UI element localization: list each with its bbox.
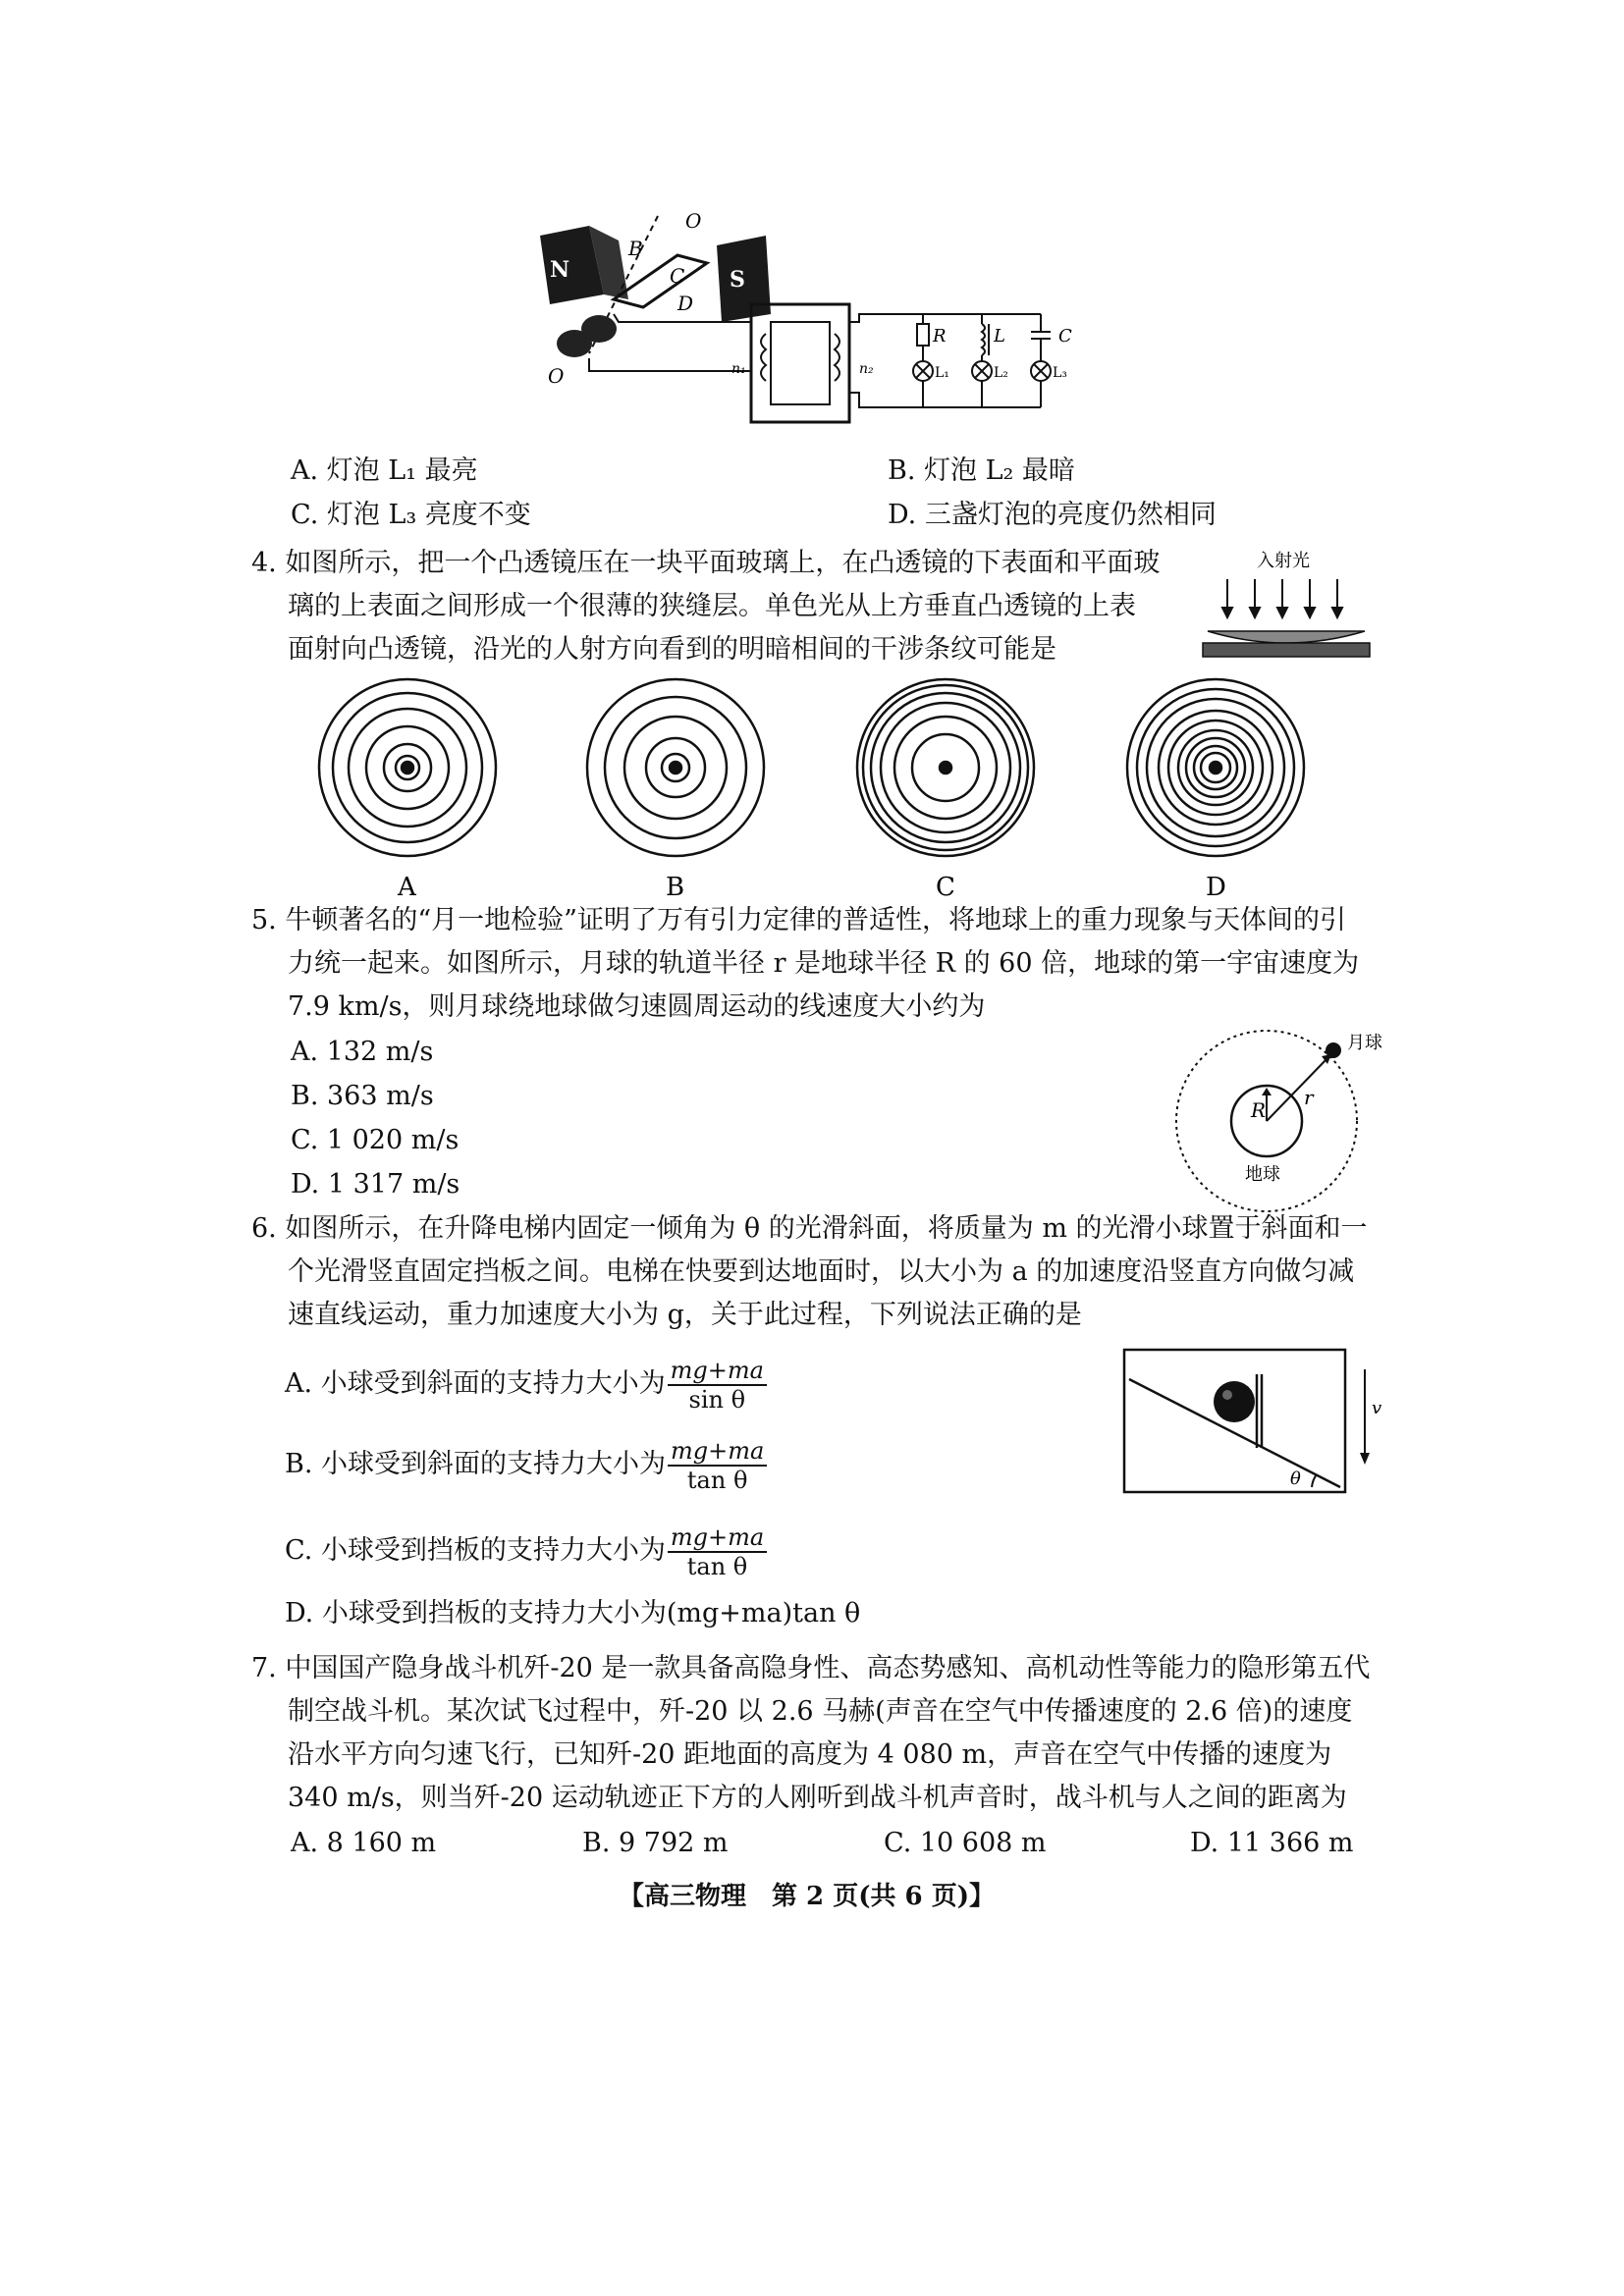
q6-line-3: 速直线运动，重力加速度大小为 g，关于此过程，下列说法正确的是 [288, 1300, 1082, 1330]
q6-option-c-num: mg+ma [668, 1523, 767, 1553]
moon-label: 月球 [1347, 1033, 1382, 1053]
label-r-moon: r [1304, 1086, 1314, 1109]
q7-option-a: A. 8 160 m [291, 1828, 437, 1858]
q4-line-2: 璃的上表面之间形成一个很薄的狭缝层。单色光从上方垂直凸透镜的上表 [288, 591, 1136, 621]
q6-option-d: D. 小球受到挡板的支持力大小为(mg+ma)tan θ [285, 1598, 861, 1629]
fringe-a [319, 679, 496, 856]
q6-line-1: 6. 如图所示，在升降电梯内固定一倾角为 θ 的光滑斜面，将质量为 m 的光滑小球置于斜面和一 [251, 1213, 1368, 1244]
convex-lens [1208, 631, 1365, 643]
q6-option-a-text: A. 小球受到斜面的支持力大小为 [285, 1368, 666, 1399]
fringe-label-b: B [666, 873, 685, 902]
q5-option-b: B. 363 m/s [291, 1081, 434, 1111]
q5-option-d: D. 1 317 m/s [291, 1169, 460, 1200]
fringe-d [1127, 679, 1304, 856]
moon [1326, 1042, 1341, 1058]
resistor-r [917, 324, 929, 346]
q5-line-1: 5. 牛顿著名的“月一地检验”证明了万有引力定律的普适性，将地球上的重力现象与天体间的引 [251, 905, 1346, 935]
q6-option-a-num: mg+ma [668, 1357, 767, 1386]
label-n: N [550, 257, 570, 283]
q5-option-c: C. 1 020 m/s [291, 1125, 460, 1155]
q7-option-c: C. 10 608 m [884, 1828, 1047, 1858]
q6-line-2: 个光滑竖直固定挡板之间。电梯在快要到达地面时，以大小为 a 的加速度沿竖直方向做匀减 [288, 1256, 1355, 1287]
label-d: D [677, 292, 694, 315]
label-o-top: O [685, 209, 702, 233]
q6-option-a-den: sin θ [688, 1385, 746, 1414]
q7-line-3: 沿水平方向匀速飞行，已知歼-20 距地面的高度为 4 080 m，声音在空气中传播的速度为 [288, 1739, 1332, 1770]
incident-light-label: 入射光 [1257, 551, 1310, 571]
q6-option-c [285, 1522, 769, 1580]
lens-figure [1198, 545, 1375, 672]
q6-option-c-fraction [668, 1523, 767, 1580]
label-n1: n₁ [731, 361, 746, 377]
glass-plate [1203, 643, 1370, 657]
label-n2: n₂ [859, 361, 874, 377]
label-o-bottom: O [548, 364, 565, 388]
inductor-l [982, 324, 985, 355]
q6-option-b-num: mg+ma [668, 1437, 767, 1467]
fringe-label-c: C [936, 873, 955, 902]
q6-option-b-den: tan θ [686, 1466, 748, 1494]
fringe-patterns [295, 677, 1335, 903]
label-c: C [670, 264, 685, 288]
q6-option-a-fraction [668, 1357, 767, 1414]
fringe-label-a: A [398, 873, 416, 902]
q6-option-b-text: B. 小球受到斜面的支持力大小为 [285, 1449, 667, 1479]
label-l3: L₃ [1053, 365, 1067, 381]
ball [1214, 1381, 1255, 1422]
v-label: v [1372, 1398, 1382, 1418]
q6-option-b [285, 1435, 769, 1494]
q5-option-a: A. 132 m/s [291, 1037, 434, 1067]
fringe-b [587, 679, 764, 856]
page-footer: 【高三物理 第 2 页(共 6 页)】 [619, 1882, 995, 1911]
label-b: B [628, 237, 643, 260]
q7-option-d: D. 11 366 m [1190, 1828, 1354, 1858]
label-r-earth: R [1251, 1098, 1267, 1122]
q5-line-3: 7.9 km/s，则月球绕地球做匀速圆周运动的线速度大小约为 [288, 991, 986, 1022]
q7-option-b: B. 9 792 m [582, 1828, 729, 1858]
q3-option-b: B. 灯泡 L₂ 最暗 [888, 455, 1075, 486]
q5-line-2: 力统一起来。如图所示，月球的轨道半径 r 是地球半径 R 的 60 倍，地球的第一宇宙速度为 [288, 948, 1360, 979]
generator-circuit-figure [530, 206, 1119, 442]
theta-label: θ [1290, 1468, 1301, 1489]
q6-option-c-text: C. 小球受到挡板的支持力大小为 [285, 1535, 666, 1566]
moon-orbit-figure [1159, 1011, 1384, 1227]
q3-option-a: A. 灯泡 L₁ 最亮 [291, 455, 478, 486]
q4-line-3: 面射向凸透镜，沿光的人射方向看到的明暗相间的干涉条纹可能是 [288, 634, 1056, 665]
fringe-label-d: D [1206, 873, 1226, 902]
q7-line-2: 制空战斗机。某次试飞过程中，歼-20 以 2.6 马赫(声音在空气中传播速度的 2.6 倍)的速度 [288, 1696, 1353, 1727]
q6-option-c-den: tan θ [686, 1552, 748, 1580]
q3-option-c: C. 灯泡 L₃ 亮度不变 [291, 500, 531, 530]
earth-label: 地球 [1245, 1164, 1280, 1185]
q7-line-1: 7. 中国国产隐身战斗机歼-20 是一款具备高隐身性、高态势感知、高机动性等能力的隐形第五代 [251, 1653, 1371, 1683]
label-l: L [994, 326, 1005, 347]
elevator-incline-figure [1119, 1345, 1384, 1502]
label-cap: C [1058, 326, 1072, 347]
q3-option-d: D. 三盏灯泡的亮度仍然相同 [888, 500, 1217, 530]
q6-option-b-fraction [668, 1437, 767, 1494]
label-r: R [933, 326, 947, 347]
q6-option-a [285, 1355, 769, 1414]
q7-line-4: 340 m/s，则当歼-20 运动轨迹正下方的人刚听到战斗机声音时，战斗机与人之间的距离为 [288, 1783, 1347, 1813]
fringe-c [857, 679, 1034, 856]
q4-line-1: 4. 如图所示，把一个凸透镜压在一块平面玻璃上，在凸透镜的下表面和平面玻 [251, 548, 1161, 578]
label-l2: L₂ [994, 365, 1008, 381]
label-s: S [730, 267, 745, 293]
label-l1: L₁ [935, 365, 949, 381]
